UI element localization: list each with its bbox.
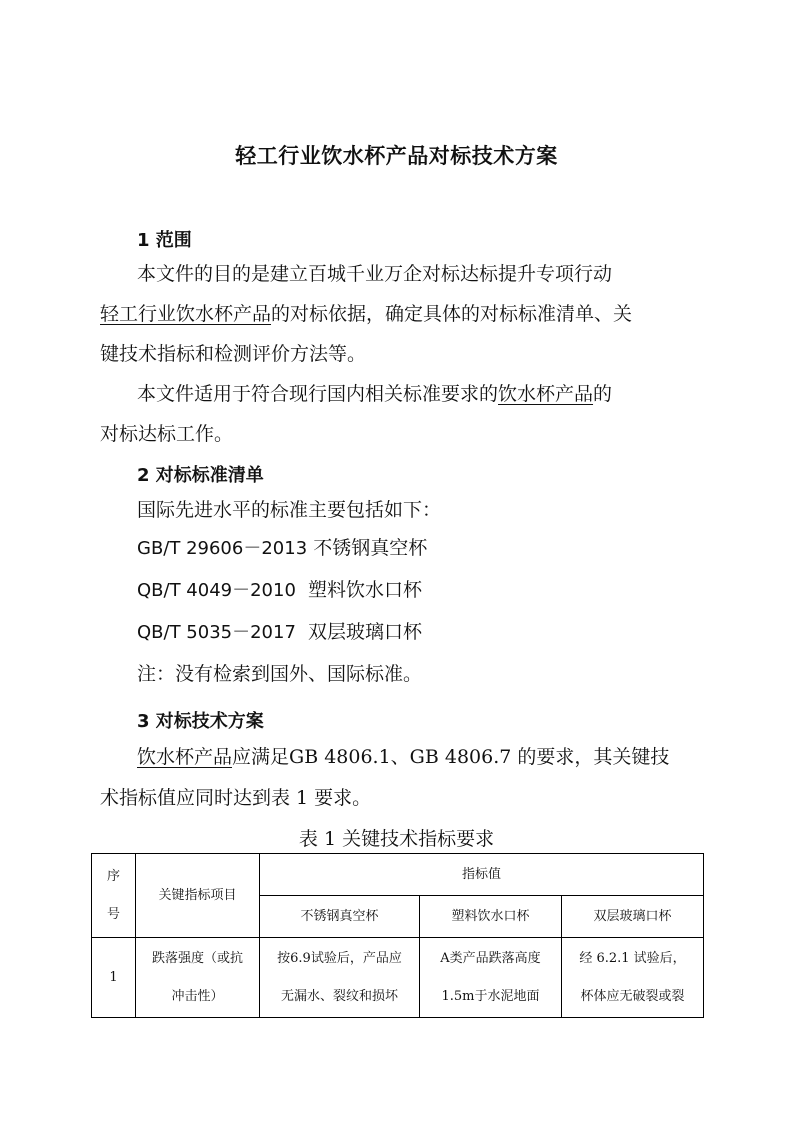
standard-item <box>137 620 422 645</box>
header-item: 关键指标项目 <box>136 854 260 938</box>
section-heading-scope: 1 范围 <box>137 230 192 251</box>
cell-value-plastic: A类产品跌落高度 1.5m于水泥地面 <box>420 938 562 1018</box>
underlined-term: 饮水杯产品 <box>137 746 233 768</box>
cell-value-glass: 经 6.2.1 试验后， 杯体应无破裂或裂 <box>562 938 704 1018</box>
cell-seq: 1 <box>92 938 136 1018</box>
standard-name: 双层玻璃口杯 <box>308 621 423 643</box>
standard-name: 不锈钢真空杯 <box>313 537 428 559</box>
standard-item <box>137 536 427 561</box>
paragraph-text: 的 <box>593 383 613 405</box>
paragraph-text: 本文件适用于符合现行国内相关标准要求的 <box>137 383 499 405</box>
standard-item <box>137 578 422 603</box>
subheader-plastic-cup: 塑料饮水口杯 <box>420 896 562 938</box>
paragraph-line <box>100 302 632 326</box>
standard-code: GB/T 29606－2013 <box>137 538 308 559</box>
table-caption: 表 1 关键技术指标要求 <box>298 828 495 850</box>
subheader-double-glass-cup: 双层玻璃口杯 <box>562 896 704 938</box>
paragraph-line <box>137 745 669 769</box>
section-heading-standards: 2 对标标准清单 <box>137 465 264 486</box>
paragraph-line: 对标达标工作。 <box>100 423 234 445</box>
paragraph-text: 应满足GB 4806.1、GB 4806.7 的要求，其关键技 <box>232 746 670 768</box>
cell-value-stainless: 按6.9试验后，产品应 无漏水、裂纹和损坏 <box>260 938 420 1018</box>
table-row <box>92 938 704 1018</box>
header-seq: 序 号 <box>92 854 136 938</box>
note-line: 注：没有检索到国外、国际标准。 <box>137 663 423 685</box>
subheader-stainless-vacuum-cup: 不锈钢真空杯 <box>260 896 420 938</box>
standard-name: 塑料饮水口杯 <box>308 579 423 601</box>
standard-code: QB/T 5035－2017 <box>137 622 296 643</box>
underlined-term: 轻工行业饮水杯产品 <box>100 303 272 325</box>
paragraph-text: 的对标依据，确定具体的对标标准清单、关 <box>271 303 633 325</box>
paragraph-line: 本文件的目的是建立百城千业万企对标达标提升专项行动 <box>137 263 613 285</box>
document-title: 轻工行业饮水杯产品对标技术方案 <box>235 144 558 168</box>
paragraph-line <box>137 382 612 406</box>
key-indicators-table <box>91 853 704 1018</box>
standard-code: QB/T 4049－2010 <box>137 580 296 601</box>
underlined-term: 饮水杯产品 <box>498 383 594 405</box>
paragraph-line: 术指标值应同时达到表 1 要求。 <box>100 787 372 809</box>
paragraph-line: 国际先进水平的标准主要包括如下： <box>137 499 442 521</box>
section-heading-technical-plan: 3 对标技术方案 <box>137 711 264 732</box>
header-value: 指标值 <box>260 854 704 896</box>
cell-item: 跌落强度（或抗 冲击性） <box>136 938 260 1018</box>
paragraph-line: 键技术指标和检测评价方法等。 <box>100 343 367 365</box>
